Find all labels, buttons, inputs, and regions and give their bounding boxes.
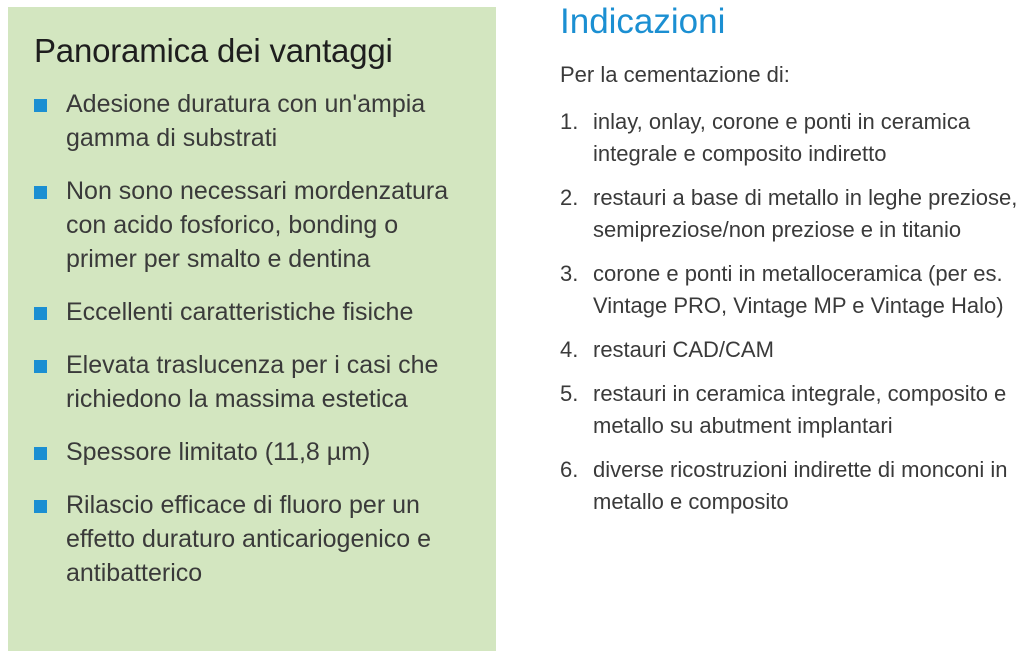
indication-text: restauri CAD/CAM bbox=[593, 337, 774, 362]
indication-number: 4. bbox=[560, 337, 579, 362]
indications-title: Indicazioni bbox=[560, 2, 726, 41]
indication-item bbox=[560, 106, 1036, 170]
indication-text: restauri a base di metallo in leghe preziose, semipreziose/non preziose e in titanio bbox=[593, 185, 1018, 242]
indication-item bbox=[560, 258, 1036, 322]
advantages-panel bbox=[8, 7, 496, 651]
indication-number: 6. bbox=[560, 457, 579, 482]
square-bullet-icon bbox=[34, 99, 47, 112]
indication-number: 1. bbox=[560, 109, 579, 134]
indication-number: 2. bbox=[560, 185, 579, 210]
indication-item bbox=[560, 378, 1036, 442]
advantage-item: Spessore limitato (11,8 µm) bbox=[34, 435, 472, 469]
square-bullet-icon bbox=[34, 186, 47, 199]
indication-item bbox=[560, 334, 1036, 366]
advantages-list bbox=[34, 87, 472, 590]
indication-number: 5. bbox=[560, 381, 579, 406]
indications-list bbox=[560, 106, 1036, 518]
indication-text: inlay, onlay, corone e ponti in ceramica integrale e composito indiretto bbox=[593, 109, 971, 166]
indications-intro: Per la cementazione di: bbox=[560, 62, 790, 87]
advantage-item: Non sono necessari mordenzatura con acido fosforico, bonding o primer per smalto e dentina bbox=[34, 174, 472, 276]
square-bullet-icon bbox=[34, 307, 47, 320]
square-bullet-icon bbox=[34, 447, 47, 460]
advantage-item: Eccellenti caratteristiche fisiche bbox=[34, 295, 472, 329]
square-bullet-icon bbox=[34, 360, 47, 373]
square-bullet-icon bbox=[34, 500, 47, 513]
indication-item bbox=[560, 182, 1036, 246]
advantage-item: Adesione duratura con un'ampia gamma di substrati bbox=[34, 87, 472, 155]
indication-text: corone e ponti in metalloceramica (per es. Vintage PRO, Vintage MP e Vintage Halo) bbox=[593, 261, 1004, 318]
advantage-item: Elevata traslucenza per i casi che richiedono la massima estetica bbox=[34, 348, 472, 416]
indication-item bbox=[560, 454, 1036, 518]
indications-section bbox=[560, 0, 1036, 530]
indication-number: 3. bbox=[560, 261, 579, 286]
indication-text: restauri in ceramica integrale, composito e metallo su abutment implantari bbox=[593, 381, 1007, 438]
advantage-item: Rilascio efficace di fluoro per un effetto duraturo anticariogenico e antibatterico bbox=[34, 488, 472, 590]
advantages-title: Panoramica dei vantaggi bbox=[34, 32, 393, 69]
indication-text: diverse ricostruzioni indirette di monconi in metallo e composito bbox=[593, 457, 1008, 514]
